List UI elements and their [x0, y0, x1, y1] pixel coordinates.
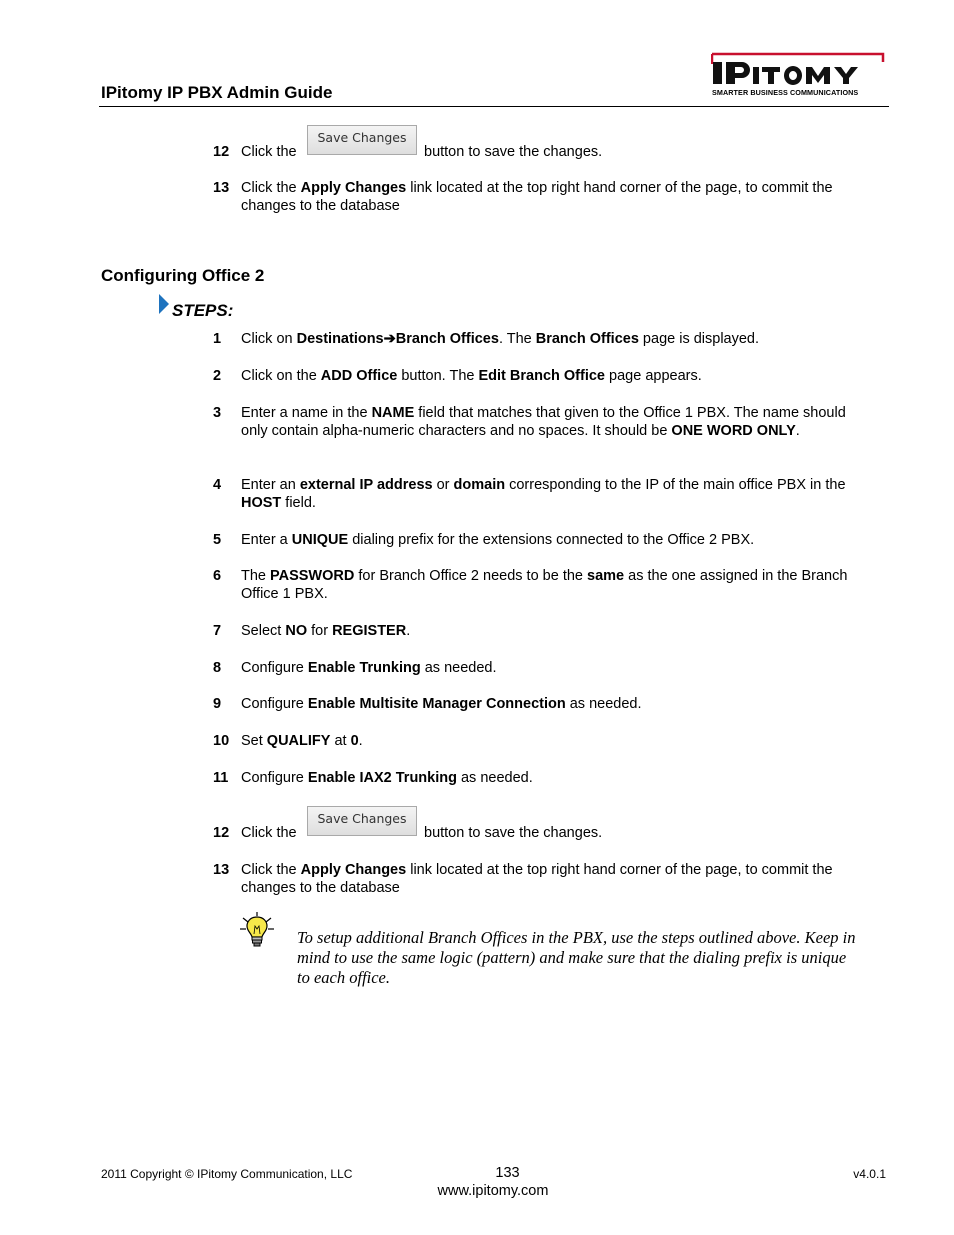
text-run: .	[406, 623, 411, 639]
bold-term: Branch Offices	[535, 331, 639, 347]
text-run: page is displayed.	[638, 331, 760, 347]
logo-tagline: SMARTER BUSINESS COMMUNICATIONS	[712, 88, 859, 97]
step-number: 13	[213, 862, 230, 878]
text-run: . The	[498, 331, 536, 347]
text-run: as needed.	[565, 696, 642, 712]
document-title: IPitomy IP PBX Admin Guide	[101, 83, 333, 102]
footer-url: www.ipitomy.com	[437, 1183, 549, 1199]
bold-term: domain	[453, 477, 506, 493]
step-number: 10	[213, 733, 230, 749]
bold-term: NAME	[371, 405, 415, 421]
step-number: 6	[213, 568, 222, 584]
bold-term: ADD Office	[320, 368, 398, 384]
text-run: .	[795, 423, 800, 439]
text-run: Click the	[241, 180, 301, 196]
ipitomy-logo	[711, 50, 887, 100]
text-run: page appears.	[605, 368, 702, 384]
version-label: v4.0.1	[853, 1167, 886, 1181]
step-text-pre: Click the	[241, 144, 297, 160]
bold-term: Enable IAX2 Trunking	[307, 770, 457, 786]
text-run: field that matches that given to the Office 1 PBX. The name should only contain alpha-numeric characters and no spaces. It should be	[241, 405, 846, 439]
save-changes-button[interactable]: Save Changes	[307, 806, 417, 836]
bold-term: Destinations	[296, 331, 384, 347]
bold-term: 0	[350, 733, 359, 749]
tip-text: To setup additional Branch Offices in the PBX, use the steps outlined above. Keep in mind to use the same logic (pattern) and make sure that the dialing prefix is unique to each office.	[297, 928, 856, 987]
bold-term: Enable Trunking	[307, 660, 421, 676]
bold-term: PASSWORD	[270, 568, 355, 584]
step-number: 5	[213, 532, 222, 548]
text-run: Configure	[241, 660, 308, 676]
text-run: Click on the	[241, 368, 321, 384]
step-text-post: button to save the changes.	[424, 144, 603, 160]
copyright-text: IPitomy Communication, LLC	[193, 1167, 353, 1181]
text-run: .	[358, 733, 363, 749]
step-text	[241, 861, 861, 897]
text-run: for	[307, 623, 333, 639]
text-run: Enter a name in the	[241, 405, 372, 421]
copyright-text: 2011 Copyright	[101, 1167, 185, 1181]
right-arrow-icon: ➔	[383, 331, 396, 347]
step-text-post: button to save the changes.	[424, 825, 603, 841]
text-run: for Branch Office 2 needs to be the	[354, 568, 588, 584]
step-number: 13	[213, 180, 230, 196]
steps-label: STEPS:	[172, 301, 234, 320]
section-heading: Configuring Office 2	[101, 266, 265, 285]
bold-term: external IP address	[299, 477, 433, 493]
step-text	[241, 404, 861, 440]
step-text	[241, 179, 861, 215]
copyright-symbol: ©	[184, 1167, 194, 1181]
apply-changes-label: Apply Changes	[300, 862, 407, 878]
text-run: link located at the top right hand corner of the page, to commit the changes to the database	[241, 180, 833, 214]
text-run: Set	[241, 733, 267, 749]
bold-term: ONE WORD ONLY	[671, 423, 796, 439]
step-text	[241, 330, 861, 348]
step-number: 12	[213, 144, 230, 160]
header-divider	[99, 106, 889, 107]
text-run: corresponding to the IP of the main office PBX in the	[505, 477, 846, 493]
bold-term: HOST	[241, 495, 282, 511]
bold-term: NO	[285, 623, 308, 639]
text-run: as the one assigned in the Branch Office 1 PBX.	[241, 568, 848, 602]
text-run: dialing prefix for the extensions connected to the Office 2 PBX.	[348, 532, 755, 548]
text-run: Configure	[241, 696, 308, 712]
step-number: 9	[213, 696, 222, 712]
text-run: Click the	[241, 862, 301, 878]
step-text-pre: Click the	[241, 825, 297, 841]
step-number: 7	[213, 623, 222, 639]
text-run: Enter a	[241, 532, 292, 548]
text-run: The	[241, 568, 271, 584]
page-number: 133	[495, 1165, 520, 1181]
step-number: 4	[213, 477, 222, 493]
step-text	[241, 769, 861, 787]
step-number: 8	[213, 660, 222, 676]
bold-term: Edit Branch Office	[478, 368, 605, 384]
step-number: 11	[213, 770, 229, 786]
text-run: button. The	[397, 368, 479, 384]
step-text	[241, 476, 861, 512]
text-run: Select	[241, 623, 286, 639]
text-run: Click on	[241, 331, 297, 347]
step-text	[241, 732, 861, 750]
step-text	[241, 531, 861, 549]
step-text	[241, 367, 861, 385]
apply-changes-label: Apply Changes	[300, 180, 407, 196]
text-run: Enter an	[241, 477, 300, 493]
step-text	[241, 567, 861, 603]
lightbulb-icon	[239, 912, 275, 950]
bold-term: Enable Multisite Manager Connection	[307, 696, 566, 712]
step-number: 1	[213, 331, 222, 347]
step-text	[241, 622, 861, 640]
text-run: field.	[281, 495, 316, 511]
text-run: or	[432, 477, 454, 493]
step-text	[241, 695, 861, 713]
text-run: as needed.	[456, 770, 533, 786]
text-run: as needed.	[420, 660, 497, 676]
bold-term: Branch Offices	[395, 331, 499, 347]
step-number: 12	[213, 825, 230, 841]
text-run: at	[330, 733, 351, 749]
step-number: 3	[213, 405, 222, 421]
bold-term: QUALIFY	[266, 733, 331, 749]
bold-term: same	[587, 568, 625, 584]
step-number: 2	[213, 368, 222, 384]
text-run: Configure	[241, 770, 308, 786]
steps-arrow-icon	[158, 293, 170, 315]
bold-term: REGISTER	[332, 623, 407, 639]
step-text	[241, 659, 861, 677]
text-run: link located at the top right hand corner of the page, to commit the changes to the database	[241, 862, 833, 896]
bold-term: UNIQUE	[291, 532, 349, 548]
save-changes-button[interactable]: Save Changes	[307, 125, 417, 155]
